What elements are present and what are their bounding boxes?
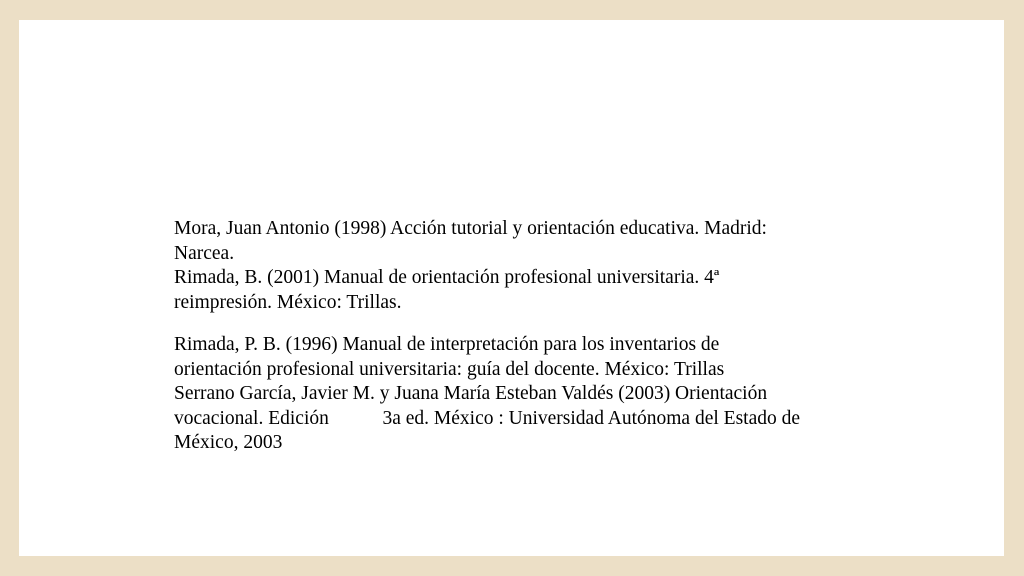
reference-line: reimpresión. México: Trillas. — [174, 291, 402, 313]
reference-line: Mora, Juan Antonio (1998) Acción tutorial y orientación educativa. Madrid: — [174, 218, 767, 239]
reference-rimada-1996 — [174, 333, 874, 382]
reference-line: orientación profesional universitaria: guía del docente. México: Trillas — [174, 358, 725, 380]
slide — [19, 20, 1004, 556]
reference-line: Rimada, B. (2001) Manual de orientación profesional universitaria. 4ª — [174, 267, 720, 288]
reference-line: México, 2003 — [174, 432, 283, 453]
reference-list — [174, 217, 874, 456]
reference-mora-1998 — [174, 217, 874, 266]
reference-line: Rimada, P. B. (1996) Manual de interpretación para los inventarios de — [174, 334, 720, 355]
reference-rimada-2001 — [174, 266, 874, 315]
reference-line: vocacional. Edición 3a ed. México : Universidad Autónoma del Estado de — [174, 407, 801, 429]
reference-line: Narcea. — [174, 242, 235, 264]
reference-serrano-2003 — [174, 382, 874, 456]
reference-line: Serrano García, Javier M. y Juana María Esteban Valdés (2003) Orientación — [174, 383, 768, 404]
